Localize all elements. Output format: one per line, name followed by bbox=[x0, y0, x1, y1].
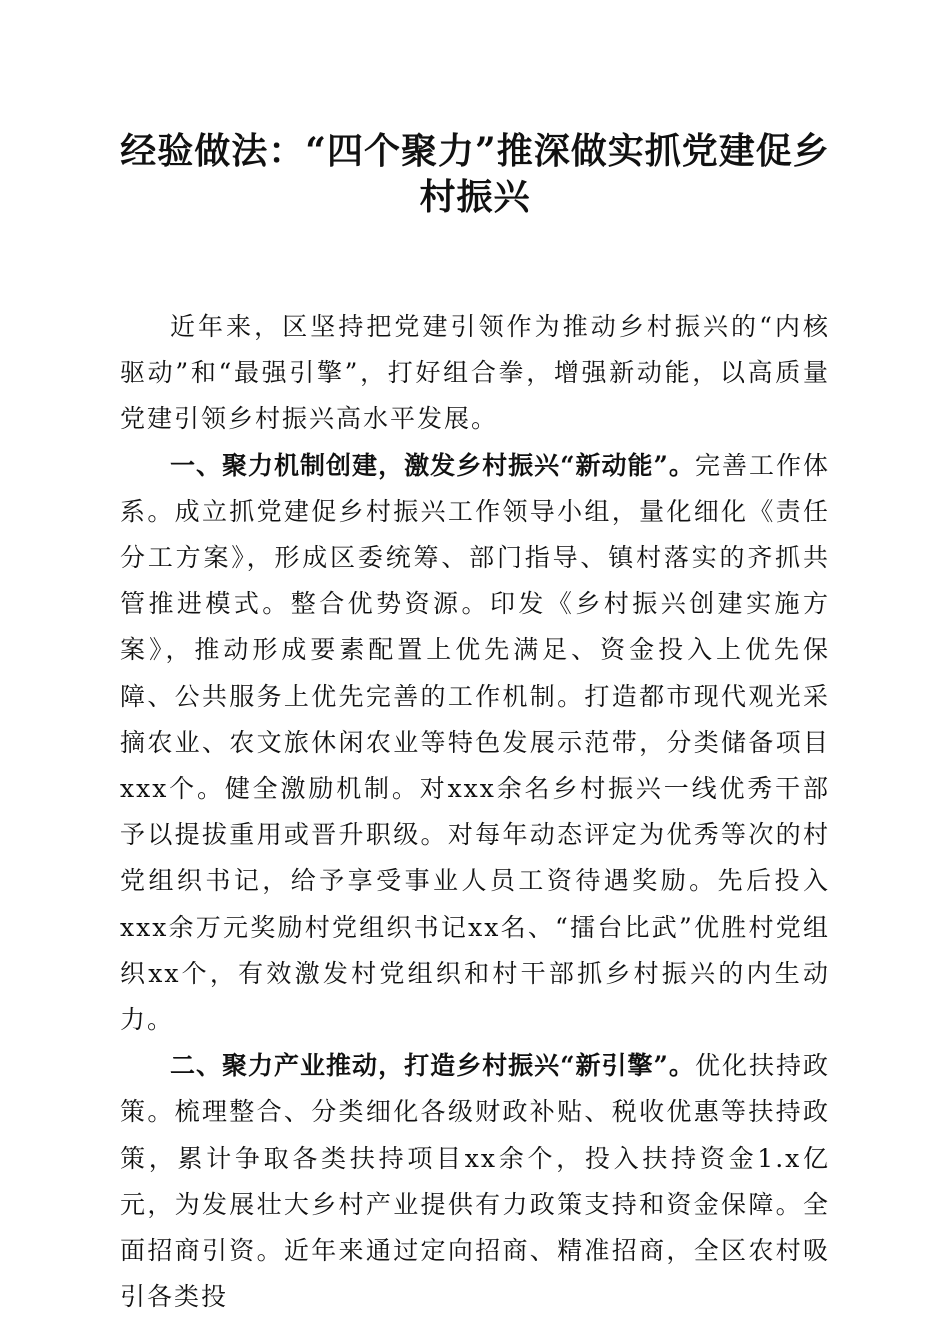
section-2-text: 优化扶持政策。梳理整合、分类细化各级财政补贴、税收优惠等扶持政策，累计争取各类扶持项目xx余个，投入扶持资金1.x亿元，为发展壮大乡村产业提供有力政策支持和资金保障。全面招商引资。近年来通过定向招商、精准招商，全区农村吸引各类投 bbox=[120, 1051, 830, 1312]
section-1-text: 完善工作体系。成立抓党建促乡村振兴工作领导小组，量化细化《责任分工方案》，形成区委统筹、部门指导、镇村落实的齐抓共管推进模式。整合优势资源。印发《乡村振兴创建实施方案》，推动形成要素配置上优先满足、资金投入上优先保障、公共服务上优先完善的工作机制。打造都市现代观光采摘农业、农文旅休闲农业等特色发展示范带，分类储备项目xxx个。健全激励机制。对xxx余名乡村振兴一线优秀干部予以提拔重用或晋升职级。对每年动态评定为优秀等次的村党组织书记，给予享受事业人员工资待遇奖励。先后投入xxx余万元奖励村党组织书记xx名、“擂台比武”优胜村党组织xx个，有效激发村党组织和村干部抓乡村振兴的内生动力。 bbox=[120, 450, 830, 1035]
section-2-heading: 二、聚力产业推动，打造乡村振兴“新引擎”。 bbox=[170, 1051, 695, 1081]
section-2-paragraph bbox=[120, 1043, 830, 1320]
section-1-paragraph bbox=[120, 443, 830, 1044]
document-body bbox=[120, 304, 830, 1320]
page-title: 经验做法：“四个聚力”推深做实抓党建促乡村振兴 bbox=[120, 130, 830, 218]
document-page bbox=[120, 128, 830, 1320]
section-1-heading: 一、聚力机制创建，激发乡村振兴“新动能”。 bbox=[170, 450, 695, 480]
intro-paragraph: 近年来，区坚持把党建引领作为推动乡村振兴的“内核驱动”和“最强引擎”，打好组合拳，增强新动能，以高质量党建引领乡村振兴高水平发展。 bbox=[120, 312, 830, 434]
